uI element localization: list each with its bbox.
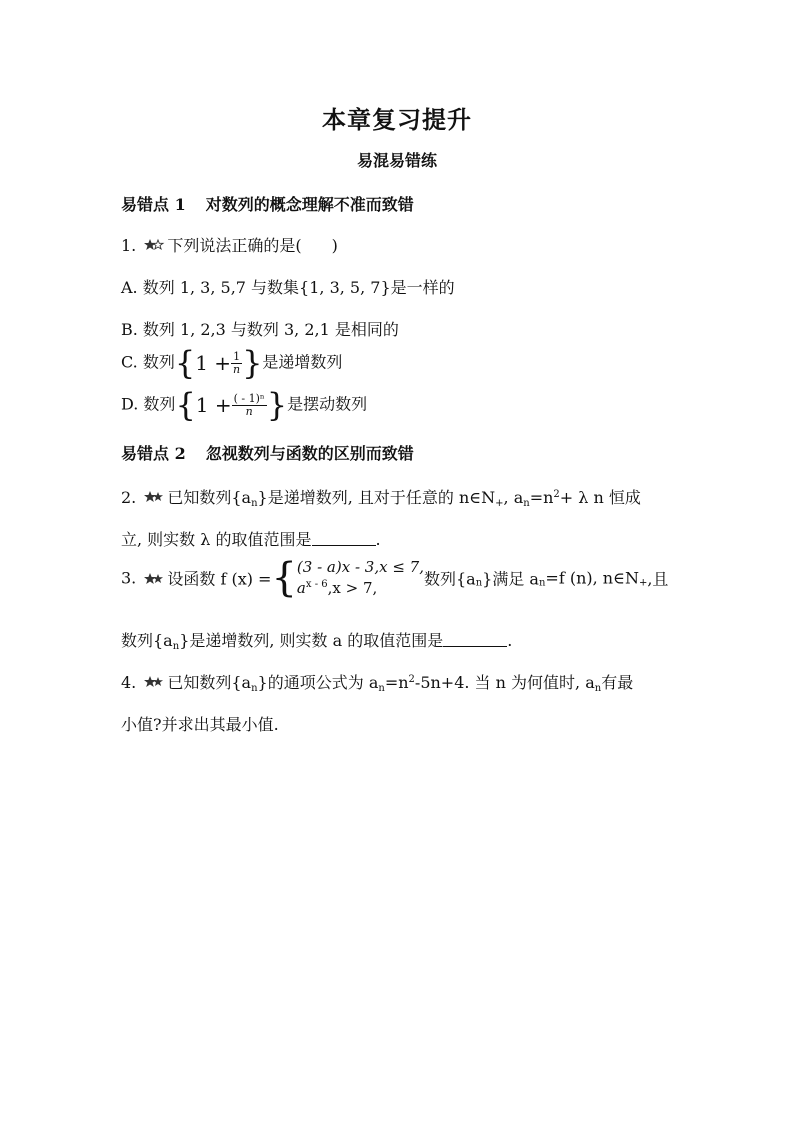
piecewise-function: (3 - a)x - 3,x ≤ 7, $a^{x - 6},x > 7$, bbox=[296, 558, 424, 597]
section-text: 对数列的概念理解不准而致错 bbox=[205, 195, 414, 214]
section-heading-1 bbox=[121, 192, 414, 215]
question-2-line-2: 立, 则实数 λ 的取值范围是 . bbox=[121, 530, 381, 549]
question-number: 1. bbox=[121, 236, 137, 255]
question-3-line-2: 数列$\{a_n\}$是递增数列, 则实数 a 的取值范围是 . bbox=[121, 631, 513, 652]
option-b: B. 数列 1, 2,3 与数列 3, 2,1 是相同的 bbox=[121, 320, 399, 339]
question-3-line-1: 3. 设函数 f (x) ={(3 - a)x - 3,x ≤ 7, $a^{x - 6},x > 7$, 数列$\{a_n\}$满足 $a_n=f$ (n), $n\in N_+$,且 bbox=[121, 555, 669, 601]
difficulty-stars-icon bbox=[143, 674, 165, 688]
option-a: A. 数列 1, 3, 5,7 与数集{1, 3, 5, 7}是一样的 bbox=[121, 278, 455, 297]
section-label: 易错点 1 bbox=[121, 195, 186, 214]
page-subtitle: 易混易错练 bbox=[356, 151, 437, 170]
difficulty-stars-icon bbox=[143, 489, 165, 503]
difficulty-stars-icon bbox=[143, 571, 165, 585]
section-text: 忽视数列与函数的区别而致错 bbox=[205, 444, 414, 463]
answer-blank[interactable] bbox=[443, 632, 507, 647]
option-d: D. 数列{1 + $\frac{\text{( - 1)ⁿ}}{n}$ }是摆动数列 bbox=[121, 386, 368, 424]
section-heading-2 bbox=[121, 441, 414, 464]
section-label: 易错点 2 bbox=[121, 444, 186, 463]
question-4-line-2: 小值?并求出其最小值. bbox=[121, 715, 279, 734]
page-title: 本章复习提升 bbox=[322, 105, 472, 134]
question-2-line-1: 2. 已知数列$\{a_n\}$是递增数列, 且对于任意的 $n\in N_+$, $a_n=n^2+ \lambda$ n 恒成 bbox=[121, 488, 641, 509]
difficulty-stars-icon bbox=[143, 237, 165, 251]
fraction: $\frac{1}{n}$ bbox=[233, 349, 241, 376]
question-4-line-1: 4. 已知数列$\{a_n\}$的通项公式为 $a_n=n^2-5n+4$. 当 n 为何值时, $a_n$有最 bbox=[121, 673, 634, 694]
fraction: $\frac{\text{( - 1)ⁿ}}{n}$ bbox=[233, 391, 265, 418]
option-c: C. 数列{1 + $\frac{1}{n}$ }是递增数列 bbox=[121, 344, 343, 382]
question-1-stem: 1. 下列说法正确的是( ) bbox=[121, 236, 338, 255]
answer-blank[interactable] bbox=[312, 531, 376, 546]
